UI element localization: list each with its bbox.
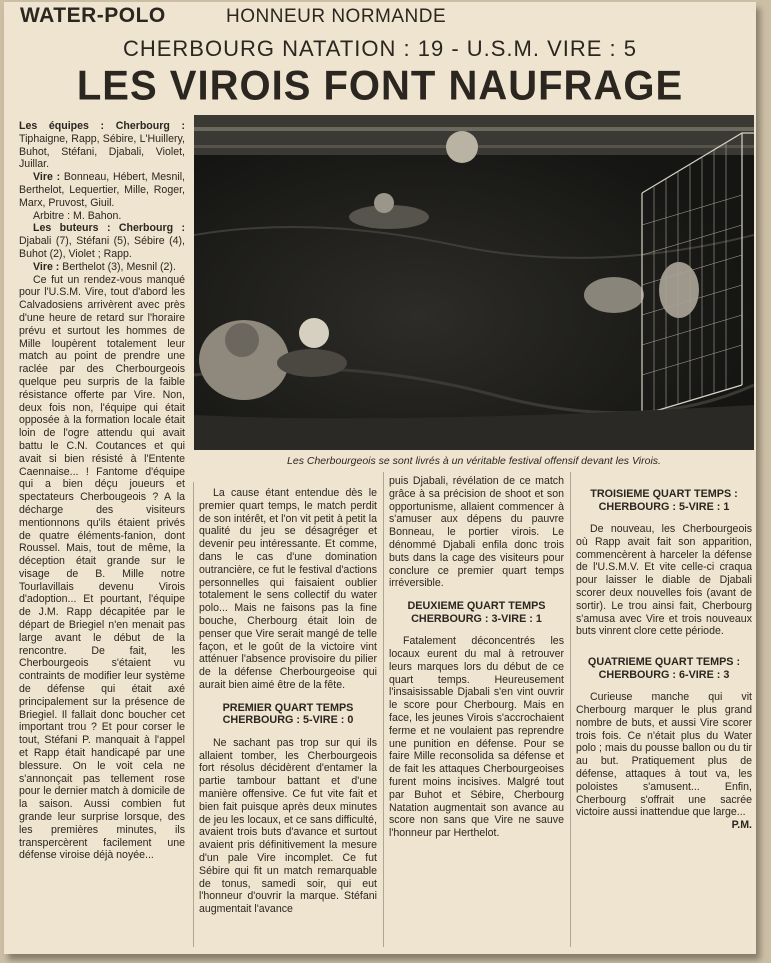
q1-text: Ne sachant pas trop sur qui ils allaient tomber, les Cherbourgeois fort résolus décidèrent d'entamer la partie tambour battant et d'une manière offensive. Ce fut vite fait et bien fait puisque après deux minutes de jeu les locaux, et ce sans difficulté, avaient trois buts d'avance et surtout avaient pris définitivement la mesure d'un pale Vire incomplet. Ce fut Sébire qui fit un match remarquable de tonus, samedi soir, qui eut l'honneur d'ouvrir la marque. Stéfani augmentait l'avance [199, 736, 377, 916]
article-col2-intro: La cause étant entendue dès le premier quart temps, le match perdit de son intérêt, et l'on vit petit à petit la qualité du jeu se désagréger et devenir peu intéressante. Et comme, dans le cas d'une domination outrancière, ce fut le festival d'actions personnelles qui faisaient oublier totalement le sens collectif du water polo... Mais ne faisons pas la fine bouche, Cherbourg était loin de penser que Vire serait mangé de telle façon, et le goût de la victoire vint atténuer l'absence provisoire du pilier de la défense Cherbourgeoise qui aurait bien aimé être de la fête. [199, 487, 377, 691]
column-divider [193, 482, 194, 947]
cherbourg-team-list: Tiphaigne, Rapp, Sébire, L'Huillery, Buhot, Stéfani, Djabali, Violet, Juillar. [19, 132, 185, 171]
q2-heading: DEUXIEME QUART TEMPS CHERBOURG : 3-VIRE : 1 [407, 600, 546, 625]
label-vire-scorers: Vire : [33, 260, 60, 273]
article-col3-intro: puis Djabali, révélation de ce match grâce à sa précision de shoot et son opportunisme, allaient commencer à s'amuser aux dépens du pauvre Bonneau, le portier virois. Le dénommé Djabali enfila donc trois buts dans la cage des visiteurs pour conclure ce premier quart temps irréversible. [389, 475, 564, 590]
photo-caption: Les Cherbourgeois se sont livrés à un véritable festival offensif devant les Virois. [287, 455, 661, 467]
score-line: CHERBOURG NATATION : 19 - U.S.M. VIRE : 5 [122, 36, 638, 61]
column-divider [383, 472, 384, 947]
q3-text: De nouveau, les Cherbourgeois où Rapp avait fait son apparition, commencèrent à harceler la défense de l'U.S.M.V. Et vite celle-ci craqua pour laisser le diable de Djabali scorer deux nouvelles fois (avant de sortir). Le trou ainsi fait, Cherbourg s'amusa avec Vire et trois nouveaux buts vinrent clore cette période. [576, 523, 752, 638]
vire-team-list: Bonneau, Hébert, Mesnil, Berthelot, Lequertier, Mille, Roger, Marx, Pruvost, Giuil. [19, 171, 185, 209]
cherbourg-scorers: Djabali (7), Stéfani (5), Sébire (4), Buhot (2), Violet ; Rapp. [19, 235, 185, 260]
label-buteurs: Les buteurs : Cherbourg : [33, 222, 185, 235]
q1-heading: PREMIER QUART TEMPS CHERBOURG : 5-VIRE : 0 [222, 701, 354, 727]
headline: LES VIROIS FONT NAUFRAGE [76, 62, 684, 110]
column-divider [570, 472, 571, 947]
column-teams-and-intro [19, 120, 185, 862]
referee: Arbitre : M. Bahon. [33, 209, 122, 222]
match-photo [194, 115, 754, 450]
label-equipes: Les équipes : Cherbourg : [19, 120, 185, 132]
label-vire: Vire : [33, 171, 61, 184]
q2-text: Fatalement déconcentrés les locaux eurent du mal à retrouver leurs marques lors du début de ce quart temps. Heureusement l'insaisissable Djabali s'en vint ouvrir le score pour Cherbourg. Mais en face, les jeunes Virois s'accrochaient ferme et ne voulaient pas reprendre une punition en défense. Pour se faire Mille reconsolida sa défense et de fait les attaques Cherbourgeoises furent moins incisives. Malgré tout par Buhot et Sébire, Cherbourg Natation augmentait son avance au score non sans que Vire ne sauve l'honneur par Herthelot. [389, 635, 564, 840]
section-subrubric: HONNEUR NORMANDE [226, 6, 447, 27]
column-4 [576, 488, 752, 832]
author-signature: P.M. [731, 819, 752, 832]
column-2 [199, 487, 377, 916]
column-3 [389, 475, 564, 840]
q3-heading: TROISIEME QUART TEMPS : CHERBOURG : 5-VIRE : 1 [590, 488, 738, 513]
section-rubric: WATER-POLO [20, 4, 166, 27]
q4-heading: QUATRIEME QUART TEMPS : CHERBOURG : 6-VIRE : 3 [587, 656, 741, 681]
article-intro: Ce fut un rendez-vous manqué pour l'U.S.M. Vire, tout d'abord les Calvadosiens arrivèrent avec près d'une heure de retard sur l'horaire prévu et surtout les hommes de Mille loupèrent totalement leur match au point de prendre une raclée par des Cherbourgeois quelque peu surpris de la faible résistance offerte par Vire. Non, deux fois non, l'équipe qui était opposée à la formation locale était loin de l'ogre attendu qui avait battu le C.N. Coutances et qui avait si bien résisté à l'Entente Caennaise... ! Fantome d'équipe qui a bien déçu joueurs et spectateurs Cherbougeois ? A la décharge des visiteurs mentionnons qu'ils étaient privés de quatre éléments-fanion, dont Roussel. Mais, tout de même, la déception était grande sur le visage de B. Mille notre Tourlavillais devenu Virois d'adoption... Et pourtant, l'équipe de J.M. Rapp décapitée par le départ de Briegiel n'en menait pas large avant le début de la rencontre. De fait, les Cherbourgeois s'étaient vu contraints de modifier leur système de défense qui était axé principalement sur la présence de Briegiel. Il fallait donc boucher cet important trou ? Et pour corser le tout, Stéfani P. manquait à l'appel et Rapp était handicapé par une blessure. On le voit cela ne s'annonçait pas tellement rose pour le dernier match à domicile de la saison. Aussi combien fut grande leur surprise lorsque, des les premières minutes, ils transpercèrent facilement une défense viroise déjà noyée... [19, 273, 185, 862]
water-polo-photo [194, 115, 754, 450]
newspaper-clipping [4, 2, 756, 954]
q4-text: Curieuse manche qui vit Cherbourg marquer le plus grand nombre de buts, et aussi Vire scorer trois fois. Ce n'était plus du Water polo ; mais du pousse ballon ou du tir au but. Pratiquement plus de défense, attaques à tout va, les poloistes s'amusent... Enfin, Cherbourg s'offrait une sacrée victoire aussi inattendue que large... [576, 691, 752, 819]
vire-scorers: Berthelot (3), Mesnil (2). [62, 260, 176, 273]
